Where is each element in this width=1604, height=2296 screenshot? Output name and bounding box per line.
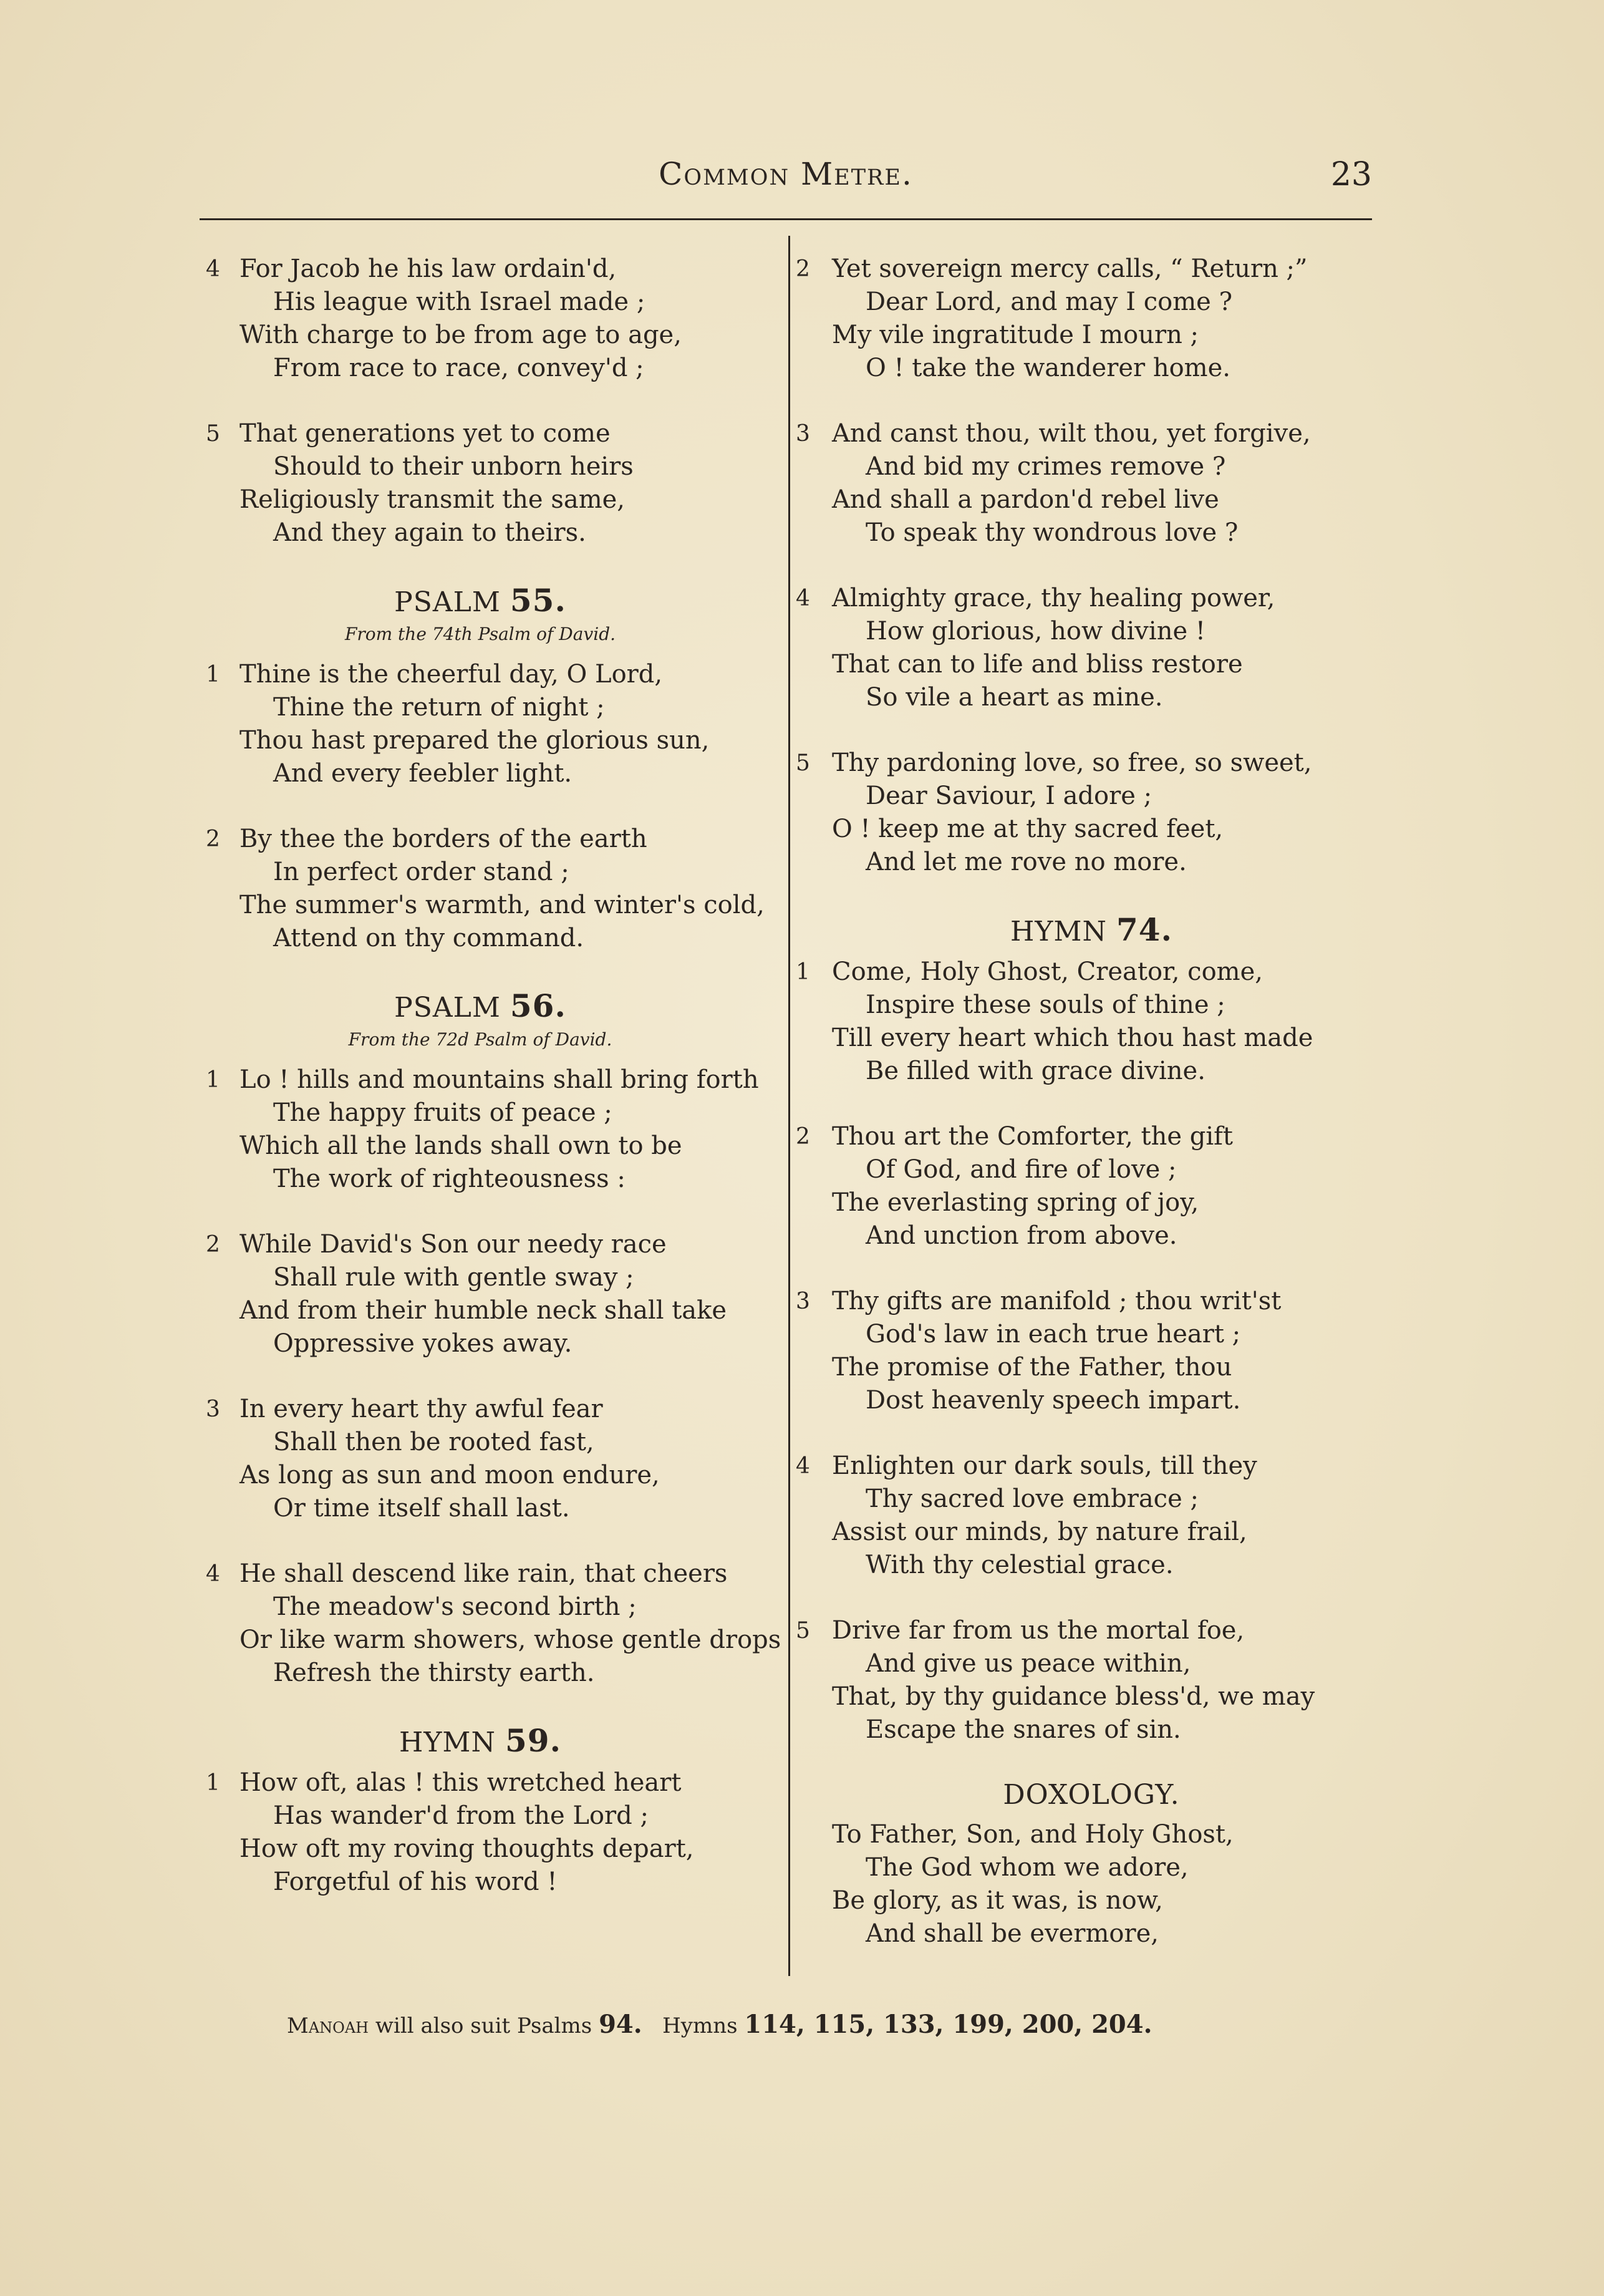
verse [792, 747, 1391, 879]
verse-line: How oft my roving thoughts depart, [239, 1834, 694, 1863]
verse-line: And let me rove no more. [866, 848, 1187, 876]
verse-number: 2 [206, 826, 220, 852]
verse-line: By thee the borders of the earth [239, 825, 647, 853]
verse-line: How oft, alas ! this wretched heart [239, 1768, 682, 1797]
hymn-refs: 114, 115, 133, 199, 200, 204. [744, 2010, 1152, 2039]
verse-line: Thou art the Comforter, the gift [832, 1122, 1234, 1151]
verse-line: And they again to theirs. [273, 518, 586, 547]
verse [200, 1766, 761, 1899]
verse-number: 3 [206, 1397, 220, 1422]
verse-line: As long as sun and moon endure, [239, 1461, 660, 1489]
verse-line: To speak thy wondrous love ? [866, 518, 1239, 547]
verse-line: Has wander'd from the Lord ; [273, 1801, 649, 1830]
tune-note [287, 2010, 1347, 2039]
verse-number: 2 [206, 1232, 220, 1257]
verse-line: And canst thou, wilt thou, yet forgive, [832, 419, 1311, 448]
verse-number: 1 [796, 959, 810, 985]
verse-line: Thine is the cheerful day, O Lord, [239, 660, 663, 689]
verse-line: In every heart thy awful fear [239, 1395, 603, 1423]
verse [792, 1614, 1391, 1746]
verse-line: Religiously transmit the same, [239, 485, 626, 514]
verse-line: Thine the return of night ; [273, 693, 605, 722]
verse-line: The happy fruits of peace ; [273, 1098, 612, 1127]
verse-line: The work of righteousness : [273, 1165, 626, 1193]
verse-line: Thy pardoning love, so free, so sweet, [832, 748, 1312, 777]
verse-number: 1 [206, 662, 220, 687]
verse-number: 4 [796, 586, 810, 611]
verse-line: For Jacob he his law ordain'd, [239, 254, 617, 283]
verse-line: That generations yet to come [239, 419, 611, 448]
doxology-line: And shall be evermore, [866, 1919, 1159, 1948]
doxology-heading: DOXOLOGY. [1003, 1779, 1180, 1811]
verse-line: And bid my crimes remove ? [866, 452, 1226, 481]
verse-line: Refresh the thirsty earth. [273, 1659, 595, 1687]
verse-line: Yet sovereign mercy calls, “ Return ;” [832, 254, 1308, 283]
doxology-line: To Father, Son, and Holy Ghost, [832, 1820, 1234, 1849]
verse-line: God's law in each true heart ; [866, 1320, 1241, 1349]
verse-line: Come, Holy Ghost, Creator, come, [832, 957, 1263, 986]
verse-line: Or like warm showers, whose gentle drops [239, 1625, 781, 1654]
verse-line: Drive far from us the mortal foe, [832, 1616, 1245, 1645]
verse-line: Inspire these souls of thine ; [866, 991, 1225, 1019]
hymns-label: Hymns [662, 2013, 738, 2038]
verse-line: Shall rule with gentle sway ; [273, 1263, 634, 1292]
verse-line: Oppressive yokes away. [273, 1329, 573, 1358]
verse-line: Dear Saviour, I adore ; [866, 782, 1152, 810]
verse-line: Of God, and fire of love ; [866, 1155, 1177, 1184]
running-title: Common Metre. [659, 156, 913, 192]
verse-line: So vile a heart as mine. [866, 683, 1163, 712]
page-number: 23 [1330, 156, 1372, 193]
verse-line: And unction from above. [866, 1221, 1177, 1250]
verse-line: Thy sacred love embrace ; [866, 1485, 1199, 1513]
verse-line: From race to race, convey'd ; [273, 354, 644, 382]
verse-line: Till every heart which thou hast made [832, 1024, 1313, 1052]
verse-line: He shall descend like rain, that cheers [239, 1559, 728, 1588]
verse [792, 1450, 1391, 1582]
verse [200, 417, 761, 550]
verse-number: 3 [796, 1289, 810, 1314]
verse-line: Lo ! hills and mountains shall bring forth [239, 1065, 759, 1094]
heading-number: 74. [1116, 911, 1172, 948]
psalm-55-source: From the 74th Psalm of David. [344, 624, 616, 644]
verse [200, 1557, 781, 1690]
tune-name: Manoah [287, 2013, 369, 2038]
verse [200, 1063, 761, 1196]
verse [200, 1228, 761, 1360]
verse-line: Be filled with grace divine. [866, 1057, 1205, 1085]
heading-number: 55. [510, 582, 566, 619]
verse-line: With charge to be from age to age, [239, 321, 682, 349]
verse [792, 1285, 1391, 1417]
verse-number: 2 [796, 1124, 810, 1150]
left-column [200, 253, 781, 1931]
verse-number: 5 [796, 750, 810, 776]
verse-line: The summer's warmth, and winter's cold, [239, 891, 765, 919]
psalm-56-source: From the 72d Psalm of David. [348, 1029, 612, 1050]
psalm-56-heading [200, 987, 761, 1024]
hymn-59-heading [200, 1722, 761, 1759]
verse-line: O ! take the wanderer home. [866, 354, 1230, 382]
right-column [792, 253, 1391, 1983]
verse-line: And every feebler light. [273, 759, 573, 788]
verse-number: 5 [206, 421, 220, 447]
column-divider [788, 236, 790, 1976]
verse-line: And shall a pardon'd rebel live [832, 485, 1219, 514]
verse-line: That, by thy guidance bless'd, we may [832, 1682, 1315, 1711]
verse-line: Should to their unborn heirs [273, 452, 634, 481]
verse-number: 1 [206, 1770, 220, 1796]
verse-line: Shall then be rooted fast, [273, 1428, 594, 1456]
heading-label: PSALM [394, 992, 501, 1024]
verse-line: The meadow's second birth ; [273, 1592, 637, 1621]
verse [792, 956, 1391, 1088]
page-header [200, 156, 1372, 200]
verse-number: 2 [796, 256, 810, 282]
doxology-line: The God whom we adore, [866, 1853, 1189, 1882]
verse-line: Dost heavenly speech impart. [866, 1386, 1241, 1415]
verse-line: While David's Son our needy race [239, 1230, 667, 1259]
verse-line: Forgetful of his word ! [273, 1867, 558, 1896]
verse-line: My vile ingratitude I mourn ; [832, 321, 1199, 349]
verse-line: That can to life and bliss restore [832, 650, 1243, 679]
verse-line: And give us peace within, [866, 1649, 1191, 1678]
verse-number: 1 [206, 1067, 220, 1093]
verse-line: Or time itself shall last. [273, 1494, 570, 1523]
verse-line: O ! keep me at thy sacred feet, [832, 815, 1224, 843]
verse-line: Attend on thy command. [273, 924, 584, 952]
verse-number: 4 [206, 1561, 220, 1587]
header-rule [200, 218, 1372, 220]
verse-line: Escape the snares of sin. [866, 1715, 1181, 1744]
verse-line: Dear Lord, and may I come ? [866, 288, 1233, 316]
verse [792, 253, 1391, 385]
verse-line: Thy gifts are manifold ; thou writ'st [832, 1287, 1282, 1315]
verse-line: How glorious, how divine ! [866, 617, 1205, 646]
verse [792, 417, 1391, 550]
heading-label: HYMN [1010, 916, 1107, 947]
verse-number: 4 [206, 256, 220, 282]
verse-line: Assist our minds, by nature frail, [832, 1518, 1247, 1546]
verse-number: 3 [796, 421, 810, 447]
verse-line: The promise of the Father, thou [832, 1353, 1232, 1382]
tune-note-text: will also suit Psalms [375, 2013, 592, 2038]
heading-label: PSALM [394, 586, 501, 618]
verse-line: With thy celestial grace. [866, 1551, 1174, 1579]
verse-line: The everlasting spring of joy, [832, 1188, 1199, 1217]
verse-line: Almighty grace, thy healing power, [832, 584, 1275, 613]
verse [200, 253, 761, 385]
psalm-refs: 94. [599, 2010, 642, 2039]
hymn-74-heading [792, 911, 1391, 948]
verse [200, 1393, 761, 1525]
heading-number: 56. [510, 987, 566, 1024]
verse-line: And from their humble neck shall take [239, 1296, 727, 1325]
psalm-55-heading [200, 582, 761, 619]
verse [792, 582, 1391, 714]
verse [792, 1120, 1391, 1252]
verse-number: 4 [796, 1453, 810, 1479]
verse [200, 658, 761, 790]
verse-line: In perfect order stand ; [273, 858, 569, 886]
verse-line: Which all the lands shall own to be [239, 1131, 682, 1160]
verse-line: Enlighten our dark souls, till they [832, 1451, 1257, 1480]
verse-line: His league with Israel made ; [273, 288, 645, 316]
doxology-verse [792, 1818, 1391, 1950]
verse-number: 5 [796, 1618, 810, 1644]
heading-number: 59. [505, 1722, 561, 1759]
heading-label: HYMN [399, 1727, 496, 1758]
verse-line: Thou hast prepared the glorious sun, [239, 726, 710, 755]
doxology-line: Be glory, as it was, is now, [832, 1886, 1163, 1915]
verse [200, 823, 765, 955]
